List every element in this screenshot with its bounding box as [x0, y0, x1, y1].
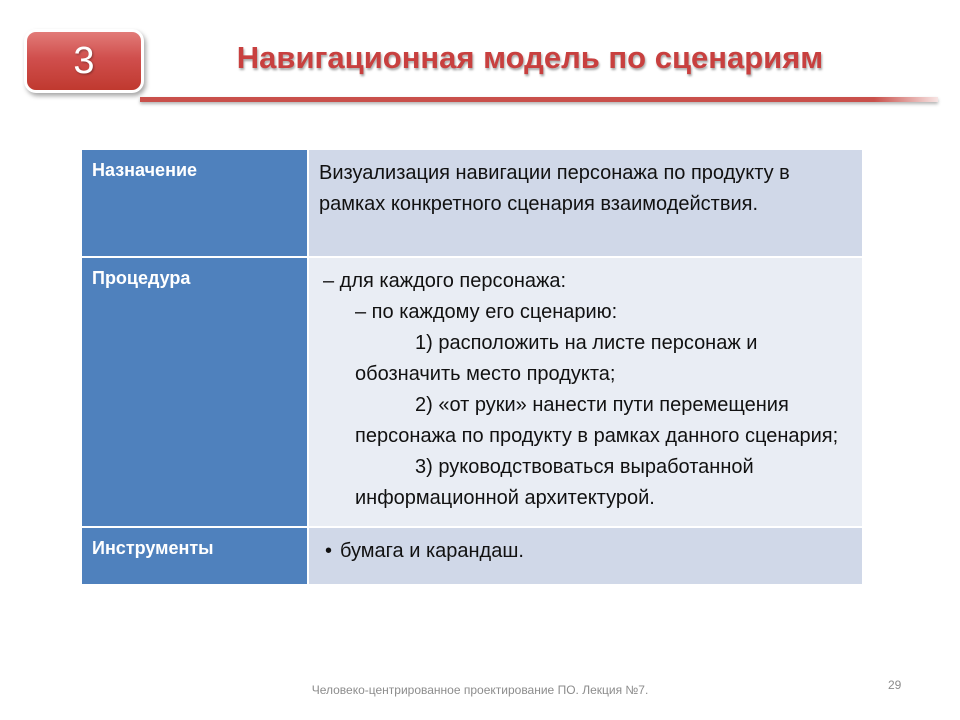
table-row-purpose [82, 150, 862, 257]
row-value-procedure [308, 257, 862, 527]
procedure-step-persona: – для каждого персонажа: [323, 270, 567, 292]
row-value-tools [308, 527, 862, 584]
row-header-purpose: Назначение [82, 150, 308, 257]
procedure-step-scenario: – по каждому его сценарию: [355, 301, 618, 323]
slide-title: Навигационная модель по сценариям [236, 40, 824, 75]
row-header-procedure: Процедура [82, 257, 308, 527]
bullet-icon: • [325, 540, 333, 562]
page-number: 29 [888, 678, 902, 692]
row-header-tools: Инструменты [82, 527, 308, 584]
title-divider [140, 97, 938, 102]
procedure-step-2: 2) «от руки» нанести пути перемещения персонажа по продукту в рамках данного сценария; [355, 394, 839, 447]
slide-number-badge: 3 [27, 32, 141, 90]
row-value-purpose: Визуализация навигации персонажа по продукту в рамках конкретного сценария взаимодействия. [308, 150, 862, 257]
procedure-step-3: 3) руководствоваться выработанной информационной архитектурой. [355, 456, 754, 509]
tools-text: бумага и карандаш. [340, 540, 524, 562]
footer-text: Человеко-центрированное проектирование ПО. Лекция №7. [311, 683, 649, 697]
info-table [82, 150, 862, 584]
table-row-procedure [82, 257, 862, 527]
procedure-step-1: 1) расположить на листе персонаж и обозначить место продукта; [355, 332, 758, 385]
table-row-tools [82, 527, 862, 584]
